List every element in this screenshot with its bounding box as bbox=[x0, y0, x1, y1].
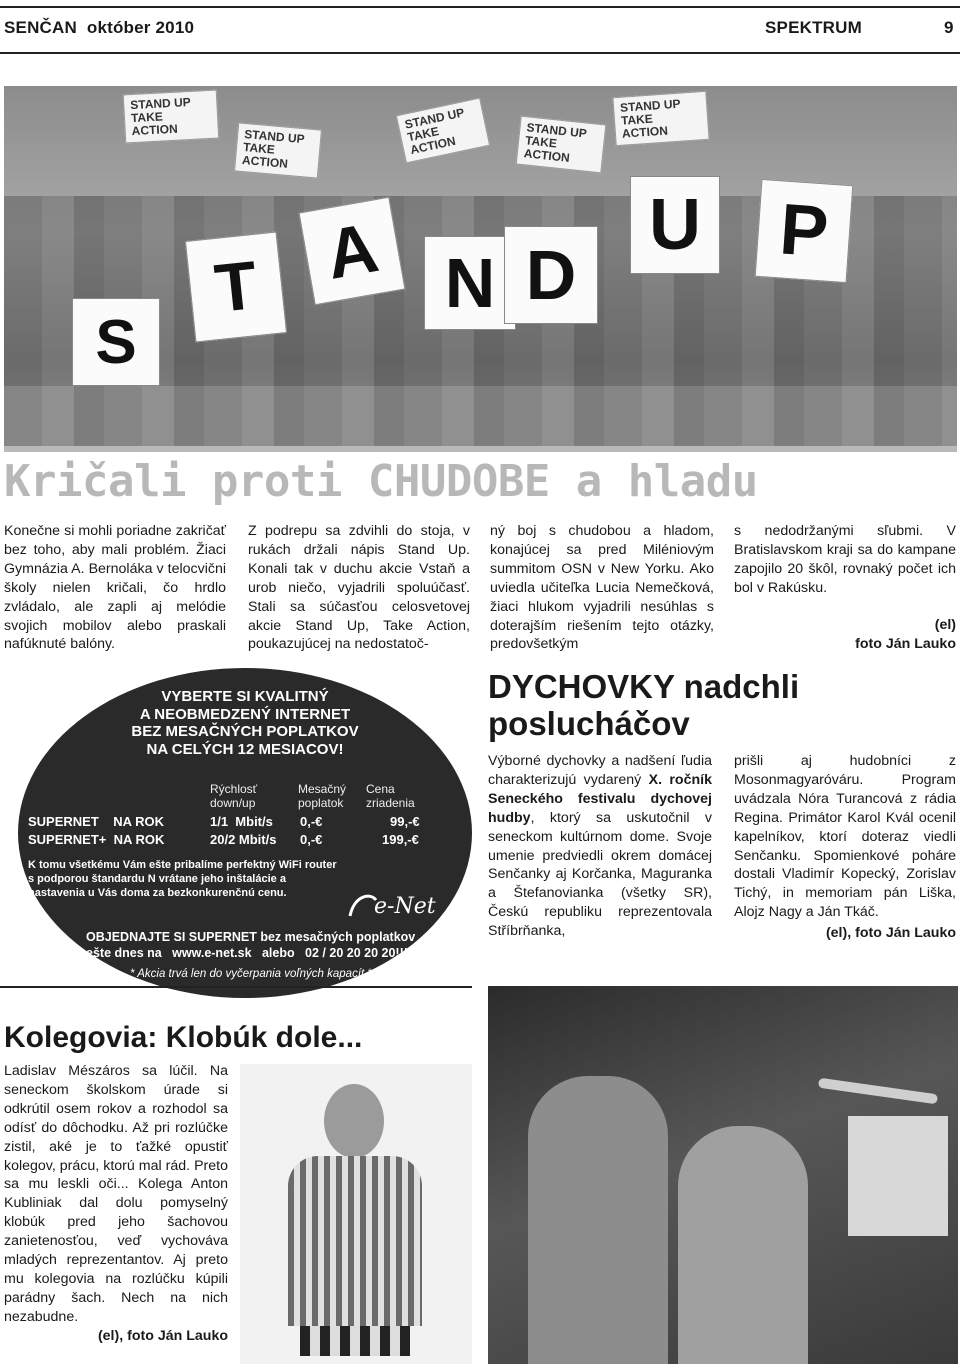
article1-col4-text: s nedodržanými sľubmi. V Bratislavskom kraji sa do kampane zapojilo 20 škôl, rovnaký počet ich bol v Rakúsku. bbox=[734, 523, 956, 596]
brass-band-photo bbox=[488, 986, 958, 1364]
ad-row-supernet-monthly: 0,-€ bbox=[300, 814, 323, 829]
letter-card-p: P bbox=[755, 179, 854, 283]
article2-headline-line-1: DYCHOVKY nadchli bbox=[488, 668, 800, 705]
paper-title: SENČAN bbox=[4, 18, 77, 37]
ad-title-line-2: A NEOBMEDZENÝ INTERNET bbox=[139, 705, 351, 723]
article1-column-4 bbox=[734, 522, 956, 653]
page-number: 9 bbox=[944, 18, 954, 37]
article3-credit: (el), foto Ján Lauko bbox=[97, 1327, 228, 1344]
article1-headline: Kričali proti CHUDOBE a hladu bbox=[4, 456, 758, 507]
article2-col1-text bbox=[488, 752, 712, 941]
enet-logo bbox=[346, 890, 456, 924]
letter-card-n: N bbox=[424, 236, 516, 330]
ad-title-line-1: VYBERTE SI KVALITNÝ bbox=[161, 688, 329, 705]
article1-column-2 bbox=[248, 522, 470, 654]
article2-headline-line-2: poslucháčov bbox=[488, 705, 690, 742]
sign-stand-up-3: STAND UP TAKE ACTION bbox=[396, 98, 490, 164]
ad-footnote: * Akcia trvá len do vyčerpania voľných kapacít.* bbox=[130, 968, 372, 980]
ad-header-speed: Rýchlosť down/up bbox=[210, 782, 258, 810]
article3-top-rule bbox=[0, 986, 472, 988]
article2-col2-text: prišli aj hudobníci z Mosonmagyaróváru. Program uvádzala Nóra Turancová z rádia Regina. Primátor Karol Kvál ocenil kapelníkov, ktorí doteraz viedli Senčanku. Spomienkové poháre dostali Vladimír Kopecký, Zorislav Tichý, in memoriam pán Liška, Alojz Nagy a Ján Tkáč. bbox=[734, 753, 956, 921]
ad-title-line-3: BEZ MESAČNÝCH POPLATKOV bbox=[131, 723, 359, 740]
article1-photo-credit: foto Ján Lauko bbox=[855, 635, 956, 652]
portrait-head bbox=[324, 1084, 384, 1158]
sign-stand-up-1: STAND UP TAKE ACTION bbox=[123, 90, 219, 144]
issue-date: október 2010 bbox=[86, 18, 195, 37]
sign-stand-up-2: STAND UP TAKE ACTION bbox=[234, 122, 322, 178]
ad-row-supernet-name: SUPERNET NA ROK bbox=[28, 814, 165, 829]
paper-name bbox=[4, 18, 194, 38]
sign-stand-up-5: STAND UP TAKE ACTION bbox=[612, 91, 709, 146]
ad-row-supernetplus-speed: 20/2 Mbit/s bbox=[210, 832, 277, 847]
article2-col1-highlight: X. ročník Seneckého festivalu dychovej hudby bbox=[488, 771, 712, 826]
ad-header-price: Cena zriadenia bbox=[366, 782, 415, 810]
article3-body-text: Ladislav Mészáros sa lúčil. Na seneckom školskom úrade si odkrútil osem rokov a rozhodol sa odísť do dôchodku. Až pri rozlúčke zistil, aké je to ťažké opustiť kolegov, prácu, ktorú mal rád. Preto sa mu leskli oči... Kolega Anton Kubliniak dal dolu pomyselný klobúk pred jeho šachovou zanietenosťou, veď vychováva mladých reprezentantov. Aj preto mu kolegovia na rozlúčku kúpili parádny šach. Nech na nich nezabudne. bbox=[4, 1063, 228, 1325]
retirement-portrait-photo bbox=[240, 1064, 472, 1364]
musician-center bbox=[678, 1126, 808, 1364]
sign-stand-up-4: STAND UP TAKE ACTION bbox=[516, 116, 607, 174]
ad-row-supernetplus-name: SUPERNET+ NA ROK bbox=[28, 832, 165, 847]
chess-board bbox=[300, 1326, 410, 1356]
section-name: SPEKTRUM bbox=[765, 18, 862, 37]
article3-headline: Kolegovia: Klobúk dole... bbox=[4, 1021, 363, 1054]
article2-col1-rest: , ktorý sa uskutočnil v seneckom kultúrnom dome. Svoje umenie predviedli okrem domácej Senčanky aj Korčanka, Maguranka a Štefanovianka (všetky SR), Českú republiku reprezentovala Stříbrňanka, bbox=[488, 809, 712, 940]
article2-column-1 bbox=[488, 752, 712, 941]
article1-col3-text: ný boj s chudobou a hladom, konajúcej sa pred Miléniovým summitom OSN v New Yorku. Ako uviedla učiteľka Lucia Nemečková, žiaci hlukom vyjadrili nesúhlas s doterajším riešením tejto otázky, predovšetkým bbox=[490, 523, 714, 653]
ad-order-line-2[interactable]: ešte dnes na www.e-net.sk alebo 02 / 20 20 20 20!!! bbox=[86, 946, 408, 960]
article2-headline bbox=[488, 668, 799, 742]
article1-col1-text: Konečne si mohli poriadne zakričať bez toho, aby mali problém. Žiaci Gymnázia A. Bernoláka v telocvični školy nielen kričali, čo hrdlo zvládalo, ale zapli aj melódie svojich mobilov alebo praskali nafúknuté balóny. bbox=[4, 523, 226, 653]
ad-bonus-text: K tomu všetkému Vám ešte pribalíme perfektný WiFi router s podporou štandardu N vrátane jeho inštalácie a nastavenia u Vás doma za bezkonkurenčnú cenu. bbox=[28, 859, 337, 899]
article2-column-2 bbox=[734, 752, 956, 943]
trumpet bbox=[818, 1078, 938, 1105]
ad-row-supernet-speed: 1/1 Mbit/s bbox=[210, 814, 273, 829]
musician-left bbox=[528, 1076, 668, 1364]
article2-col1-intro: Výborné dychovky a nadšení ľudia charakterizujú vydarený bbox=[488, 753, 712, 788]
letter-card-s: S bbox=[72, 298, 160, 386]
ad-row-supernetplus-price: 199,-€ bbox=[382, 832, 419, 847]
article1-author: (el) bbox=[934, 616, 956, 633]
article3-body bbox=[4, 1062, 228, 1346]
article1-col2-text: Z podrepu sa zdvihli do stoja, v rukách držali nápis Stand Up. Konali tak v duchu akcie Vstaň a urob niečo, vyjadrili spoluúčasť. Stali sa súčasťou celosvetovej akcie Stand Up, Take Action, poukazujúcej na nedostatoč- bbox=[248, 523, 470, 653]
article1-column-1 bbox=[4, 522, 226, 654]
ad-row-supernetplus-monthly: 0,-€ bbox=[300, 832, 323, 847]
header-rule bbox=[0, 52, 960, 54]
enet-advertisement[interactable] bbox=[18, 668, 472, 998]
article2-credit: (el), foto Ján Lauko bbox=[825, 925, 956, 942]
ad-header-monthly: Mesačný poplatok bbox=[298, 782, 347, 810]
ad-title bbox=[18, 688, 472, 758]
letter-card-u: U bbox=[630, 176, 720, 274]
letter-card-d: D bbox=[504, 226, 598, 324]
article1-column-3 bbox=[490, 522, 714, 654]
letter-card-a: A bbox=[299, 197, 406, 306]
music-stand bbox=[848, 1116, 948, 1236]
ad-title-line-4: NA CELÝCH 12 MESIACOV! bbox=[146, 740, 344, 758]
letter-card-t: T bbox=[185, 231, 287, 342]
ad-row-supernet-price: 99,-€ bbox=[390, 814, 420, 829]
stand-up-photo bbox=[4, 86, 957, 452]
portrait-shirt bbox=[288, 1156, 422, 1326]
ad-order-line-1: OBJEDNAJTE SI SUPERNET bez mesačných poplatkov bbox=[86, 930, 416, 944]
enet-logo-text: e-Net bbox=[374, 894, 436, 919]
top-rule bbox=[0, 6, 960, 8]
